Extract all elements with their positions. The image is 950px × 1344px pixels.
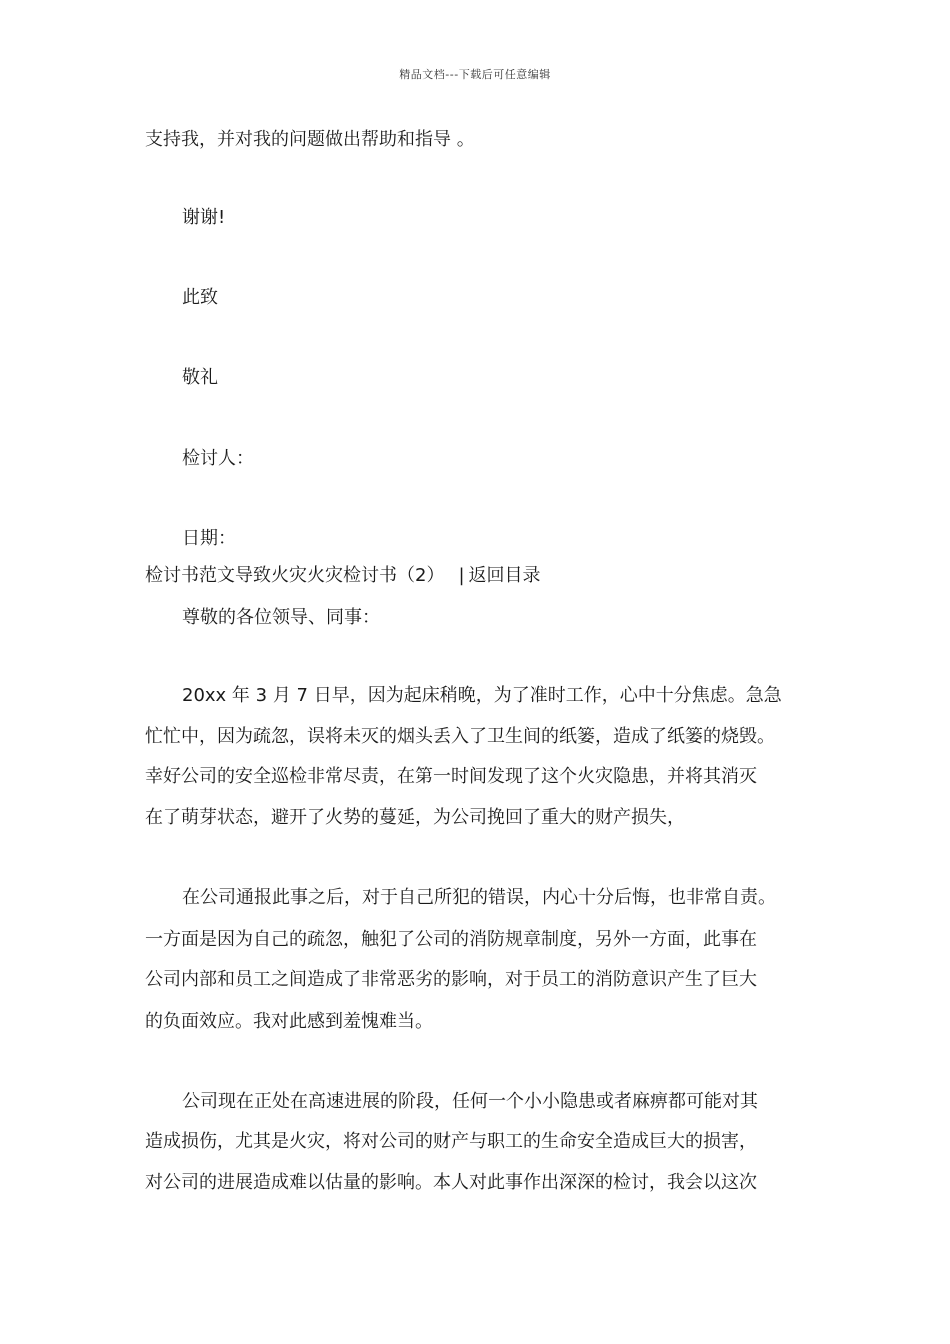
date-label: 日期：	[182, 528, 236, 549]
letter-greeting: 尊敬的各位领导、同事：	[182, 607, 380, 628]
closing-thanks: 谢谢!	[182, 207, 226, 228]
section-title: 检讨书范文导致火灾火灾检讨书（2）	[145, 565, 445, 586]
closing-salutation-2: 敬礼	[182, 367, 218, 388]
paragraph-1-line-1: 20xx 年 3 月 7 日早，因为起床稍晚，为了准时工作，心中十分焦虑。急急	[182, 685, 782, 706]
reviewer-label: 检讨人：	[182, 448, 254, 469]
paragraph-3-line-2: 造成损伤，尤其是火灾，将对公司的财产与职工的生命安全造成巨大的损害，	[145, 1131, 757, 1152]
page-header: 精品文档---下载后可任意编辑	[399, 68, 551, 81]
paragraph-1-line-2: 忙忙中，因为疏忽，误将未灭的烟头丢入了卫生间的纸篓，造成了纸篓的烧毁。	[145, 726, 775, 747]
closing-salutation-1: 此致	[182, 287, 218, 308]
closing-continuation: 支持我，并对我的问题做出帮助和指导 。	[145, 129, 475, 150]
back-to-contents-link[interactable]: 返回目录	[468, 565, 541, 586]
paragraph-1-line-3: 幸好公司的安全巡检非常尽责，在第一时间发现了这个火灾隐患，并将其消灭	[145, 766, 757, 787]
paragraph-2-line-2: 一方面是因为自己的疏忽，触犯了公司的消防规章制度，另外一方面，此事在	[145, 929, 757, 950]
paragraph-2-line-4: 的负面效应。我对此感到羞愧难当。	[145, 1011, 433, 1032]
paragraph-2-line-3: 公司内部和员工之间造成了非常恶劣的影响，对于员工的消防意识产生了巨大	[145, 969, 757, 990]
paragraph-1-line-4: 在了萌芽状态，避开了火势的蔓延，为公司挽回了重大的财产损失，	[145, 807, 685, 828]
paragraph-2-line-1: 在公司通报此事之后，对于自己所犯的错误，内心十分后悔，也非常自责。	[182, 887, 776, 908]
section-title-row	[145, 564, 541, 588]
paragraph-3-line-1: 公司现在正处在高速进展的阶段，任何一个小小隐患或者麻痹都可能对其	[182, 1091, 758, 1112]
title-separator: |	[458, 565, 465, 586]
paragraph-3-line-3: 对公司的进展造成难以估量的影响。本人对此事作出深深的检讨，我会以这次	[145, 1172, 757, 1193]
